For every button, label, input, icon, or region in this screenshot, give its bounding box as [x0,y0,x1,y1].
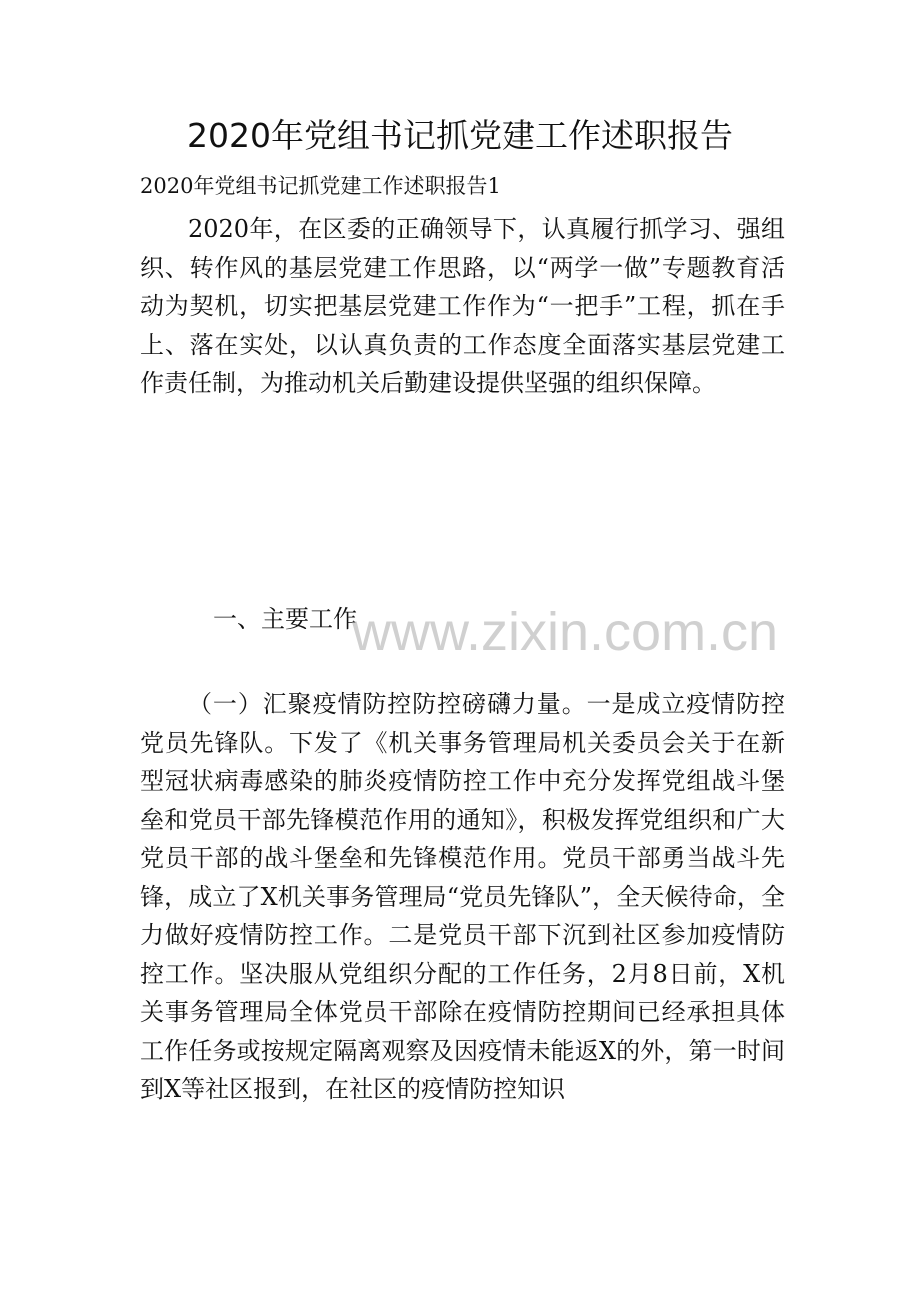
watermark-text: www.zixin.com.cn [352,602,779,662]
document-subtitle: 2020年党组书记抓党建工作述职报告1 [140,174,501,198]
document-title: 2020年党组书记抓党建工作述职报告 [187,116,733,155]
section-heading: 一、主要工作 [213,605,357,633]
body-paragraph: （一）汇聚疫情防控防控磅礴力量。一是成立疫情防控党员先锋队。下发了《机关事务管理局机关委员会关于在新型冠状病毒感染的肺炎疫情防控工作中充分发挥党组战斗堡垒和党员干部先锋模范作用的通知》，积极发挥党组织和广大党员干部的战斗堡垒和先锋模范作用。党员干部勇当战斗先锋，成立了X机关事务管理局“党员先锋队”，全天候待命，全力做好疫情防控工作。二是党员干部下沉到社区参加疫情防控工作。坚决服从党组织分配的工作任务，2月8日前，X机关事务管理局全体党员干部除在疫情防控期间已经承担具体工作任务或按规定隔离观察及因疫情未能返X的外，第一时间到X等社区报到，在社区的疫情防控知识 [140,690,785,1103]
body-paragraph: 2020年，在区委的正确领导下，认真履行抓学习、强组织、转作风的基层党建工作思路，以“两学一做”专题教育活动为契机，切实把基层党建工作作为“一把手”工程，抓在手上、落在实处，以认真负责的工作态度全面落实基层党建工作责任制，为推动机关后勤建设提供坚强的组织保障。 [140,215,785,397]
